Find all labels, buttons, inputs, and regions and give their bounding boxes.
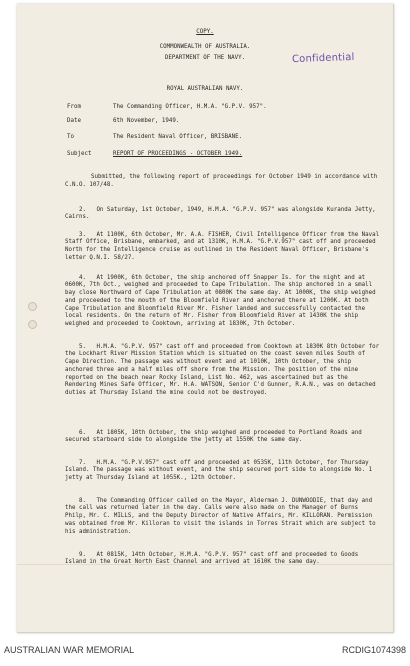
paragraph-number: 7.	[78, 459, 86, 466]
paragraph-text: The Commanding Officer called on the Mayor, Alderman J. DUNWOODIE, that day and the call was returned later in the day. Calls were also made on the Manager of Burns Philp, Mr. C. MILLS, and the Deputy Director of Native Affairs, Mr. KILLORAN. Permission was obtained from Mr. Killoran to visit the islands in Torres Strait which are subject to his administration.	[65, 497, 380, 535]
paragraph-number: 5.	[78, 343, 86, 350]
paragraph-4	[65, 267, 381, 336]
paragraph-number: 8.	[78, 497, 86, 504]
confidential-stamp: Confidential	[291, 51, 355, 66]
paragraph-text: H.M.A. "G.P.V. 957" cast off and proceeded from Cooktown at 1830K 8th October for the Lockhart River Mission Station which is situated on the coast seven miles South of Cape Direction. The passage was without event and at 1010K, 10th October, the ship anchored three and a half miles off shore from the Mission. The position of the mine reported on the beach near Rocky Island, List No. 462, was ascertained but as the Rendering Mines Safe Officer, Mr. H.A. WATSON, Senior C'd Gunner, R.A.N., was on detached duties at Thursday Island the mine could not be destroyed.	[65, 343, 383, 396]
paragraph-5	[65, 336, 381, 405]
punch-hole	[28, 302, 37, 311]
paragraph-number: 3.	[78, 231, 86, 238]
paragraph-3	[65, 224, 381, 270]
copy-label: COPY.	[196, 29, 214, 35]
paragraph-text: At 1805K, 10th October, the ship weighed and proceeded to Portland Roads and secured starboard side to alongside the jetty at 1550K the same day.	[65, 429, 366, 444]
paragraph-number: 2.	[78, 206, 86, 213]
punch-hole	[28, 320, 37, 329]
paragraph-text: H.M.A. "G.P.V.957" cast off and proceeded at 0535K, 11th October, for Thursday Island. The passage was without event, and the ship secured port side to alongside No. 1 jetty at Thursday Island at 1055K., 12th October.	[65, 459, 376, 482]
paragraph-text: At 1900K, 6th October, the ship anchored off Snapper Is. for the night and at 0600K, 7th Oct., weighed and proceeded to Cape Tribulation. The ship anchored in a small bay close Northward of Cape Tribulation at 0800K the same day. At 1000K, the ship weighed and proceeded to the mouth of the Bloomfield River and anchored there at 1200K. At both Cape Tribulation and Bloomfield River Mr. Fisher landed and successfully contacted the local residents. On the return of Mr. Fisher from Bloomfield River at 1430K the ship weighed and proceeded to Cooktown, arriving at 1830K, 7th October.	[65, 274, 380, 327]
date-label: Date	[67, 118, 81, 124]
subject-value: REPORT OF PROCEEDINGS - OCTOBER 1949.	[113, 151, 243, 157]
paragraph-text: On Saturday, 1st October, 1949, H.M.A. "G.P.V. 957" was alongside Kuranda Jetty, Cairns.	[65, 206, 380, 221]
title-line2: DEPARTMENT OF THE NAVY.	[164, 55, 246, 61]
from-value: The Commanding Officer, H.M.A. "G.P.V. 957".	[113, 104, 267, 110]
date-row	[67, 118, 179, 126]
date-value: 6th November, 1949.	[113, 118, 180, 124]
intro-paragraph: Submitted, the following report of proceedings for October 1949 in accordance with C.N.O. 107/48.	[65, 174, 381, 188]
record-id: RCDIG1074398	[341, 645, 406, 655]
to-value: The Resident Naval Officer, BRISBANE.	[113, 134, 243, 140]
document-page	[17, 4, 394, 633]
title-line1: COMMONWEALTH OF AUSTRALIA.	[159, 44, 251, 50]
paragraph-8	[65, 490, 381, 544]
section-title: ROYAL AUSTRALIAN NAVY.	[166, 86, 244, 92]
subject-row	[67, 151, 242, 159]
from-row	[67, 104, 267, 112]
paragraph-number: 9.	[78, 551, 86, 558]
paragraph-number: 6.	[78, 429, 86, 436]
paragraph-6	[65, 422, 381, 453]
subject-label: Subject	[67, 151, 92, 157]
paragraph-7	[65, 452, 381, 491]
to-row	[67, 134, 242, 142]
archive-credit: AUSTRALIAN WAR MEMORIAL	[4, 645, 135, 655]
paragraph-text: At 0815K, 14th October, H.M.A. "G.P.V. 957" cast off and proceeded to Goods Island in the Great North East Channel and arrived at 1610K the same day.	[65, 551, 362, 566]
paragraph-number: 4.	[78, 274, 86, 281]
paragraph-text: At 1100K, 6th October, Mr. A.A. FISHER, Civil Intelligence Officer from the Naval Staff Office, Brisbane, embarked, and at 1310K, H.M.A. "G.P.V.957" cast off and proceeded North for the Intelligence cruise as outlined in the Resident Naval Officer, Brisbane's letter Q.N.I. 58/27.	[65, 231, 383, 261]
from-label: From	[67, 104, 81, 110]
to-label: To	[67, 134, 74, 140]
paragraph-9	[65, 544, 381, 575]
